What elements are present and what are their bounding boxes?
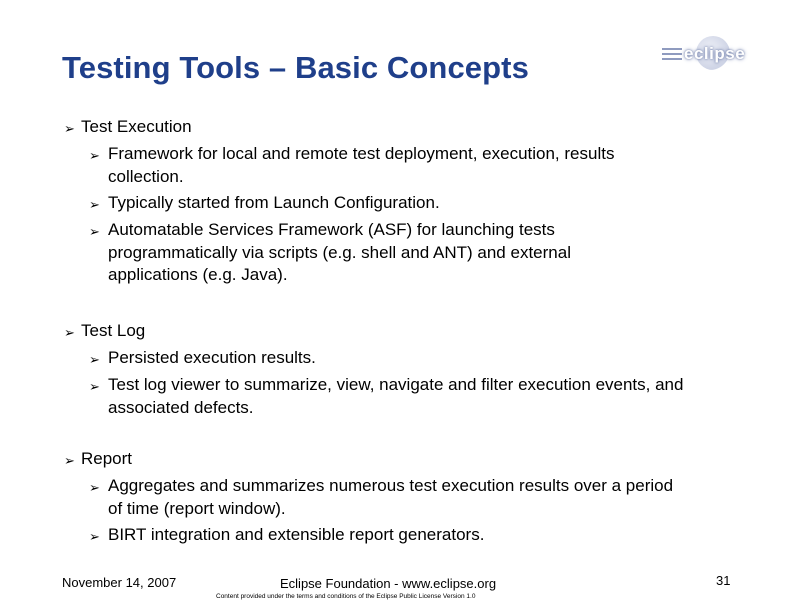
- list-item: [89, 347, 729, 370]
- list-item: [89, 143, 689, 188]
- eclipse-logo-lines: [662, 48, 682, 60]
- footer-date: November 14, 2007: [62, 575, 177, 590]
- bullet-arrow-icon: ➢: [89, 480, 100, 495]
- list-item-text: Test log viewer to summarize, view, navigate and filter execution events, and associated defects.: [108, 375, 684, 417]
- section-heading-text: Test Log: [81, 321, 146, 340]
- list-item: [89, 192, 689, 215]
- list-item: [89, 524, 689, 547]
- list-item-text: BIRT integration and extensible report generators.: [108, 525, 485, 544]
- bullet-arrow-icon: ➢: [64, 453, 75, 468]
- list-item: [89, 219, 649, 287]
- list-item-text: Typically started from Launch Configuration.: [108, 193, 440, 212]
- list-item-text: Framework for local and remote test deployment, execution, results collection.: [108, 144, 615, 186]
- eclipse-logo: [662, 34, 774, 76]
- bullet-arrow-icon: ➢: [89, 197, 100, 212]
- footer-organization: Eclipse Foundation - www.eclipse.org: [280, 576, 497, 591]
- eclipse-logo-text: eclipse: [684, 44, 746, 63]
- bullet-arrow-icon: ➢: [64, 121, 75, 136]
- bullet-arrow-icon: ➢: [89, 148, 100, 163]
- section-heading-text: Test Execution: [81, 117, 192, 136]
- bullet-arrow-icon: ➢: [89, 224, 100, 239]
- section-heading-test-log: [64, 320, 145, 342]
- bullet-arrow-icon: ➢: [89, 352, 100, 367]
- list-item: [89, 374, 729, 419]
- section-heading-text: Report: [81, 449, 133, 468]
- section-heading-report: [64, 448, 132, 470]
- bullet-arrow-icon: ➢: [64, 325, 75, 340]
- page-number: 31: [716, 573, 731, 588]
- bullet-arrow-icon: ➢: [89, 379, 100, 394]
- section-heading-test-execution: [64, 116, 192, 138]
- list-item-text: Aggregates and summarizes numerous test execution results over a period of time (report window).: [108, 476, 674, 518]
- list-item-text: Persisted execution results.: [108, 348, 316, 367]
- bullet-arrow-icon: ➢: [89, 529, 100, 544]
- slide-title: Testing Tools – Basic Concepts: [62, 50, 529, 85]
- list-item-text: Automatable Services Framework (ASF) for launching tests programmatically via scripts (e.g. shell and ANT) and external applications (e.g. Java).: [108, 220, 571, 284]
- footer-license: Content provided under the terms and conditions of the Eclipse Public License Version 1.0: [216, 593, 476, 600]
- list-item: [89, 475, 689, 520]
